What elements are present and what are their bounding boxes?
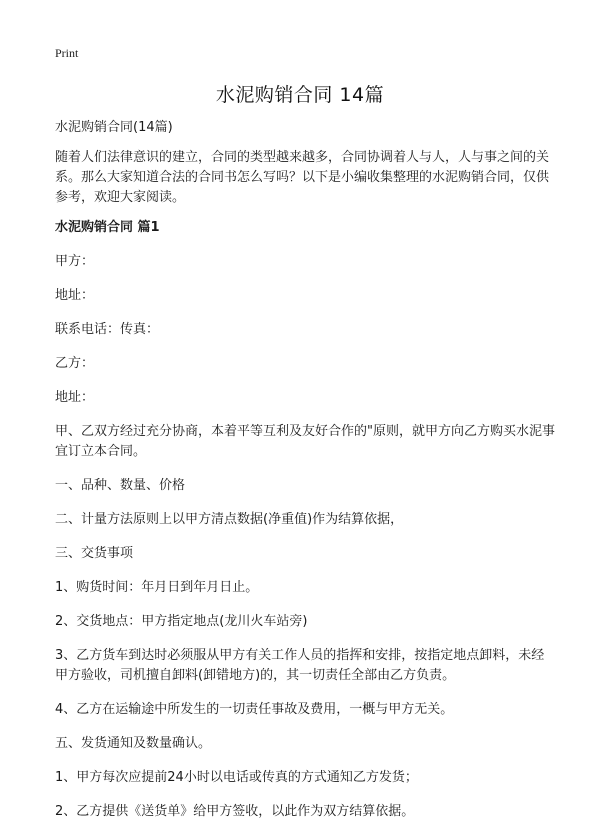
clause-3-item-4: 4、乙方在运输途中所发生的一切责任事故及费用，一概与甲方无关。 — [55, 702, 454, 717]
clause-5-item-1: 1、甲方每次应提前24小时以电话或传真的方式通知乙方发货； — [55, 770, 418, 785]
document-title: 水泥购销合同 14篇 — [215, 84, 385, 106]
clause-5: 五、发货通知及数量确认。 — [55, 736, 212, 751]
clause-3-item-2: 2、交货地点：甲方指定地点(龙川火车站旁) — [55, 614, 308, 629]
document-subtitle: 水泥购销合同(14篇) — [55, 120, 173, 135]
party-b-field: 乙方： — [55, 356, 95, 371]
clause-5-item-2: 2、乙方提供《送货单》给甲方签收，以此作为双方结算依据。 — [55, 804, 415, 819]
address-b-field: 地址： — [55, 390, 95, 405]
contact-field: 联系电话：传真： — [55, 322, 160, 337]
clause-2: 二、计量方法原则上以甲方清点数据(净重值)作为结算依据， — [55, 512, 404, 527]
clause-3-item-1: 1、购货时间：年月日到年月日止。 — [55, 580, 259, 595]
clause-3-item-3: 3、乙方货车到达时必须服从甲方有关工作人员的指挥和安排，按指定地点卸料，未经甲方验收，司机擅自卸料(卸错地方)的，其一切责任全部由乙方负责。 — [55, 648, 545, 683]
agreement-paragraph: 甲、乙双方经过充分协商，本着平等互利及友好合作的"原则，就甲方向乙方购买水泥事宜订立本合同。 — [55, 424, 555, 459]
clause-3: 三、交货事项 — [55, 546, 134, 561]
party-a-field: 甲方： — [55, 254, 95, 269]
clause-1: 一、品种、数量、价格 — [55, 478, 186, 493]
intro-paragraph: 随着人们法律意识的建立，合同的类型越来越多，合同协调着人与人，人与事之间的关系。那么大家知道合法的合同书怎么写吗？以下是小编收集整理的水泥购销合同，仅供参考，欢迎大家阅读。 — [55, 150, 550, 205]
section-heading: 水泥购销合同 篇1 — [55, 220, 160, 235]
print-label: Print — [55, 46, 79, 60]
document-body — [55, 118, 555, 836]
address-a-field: 地址： — [55, 288, 95, 303]
